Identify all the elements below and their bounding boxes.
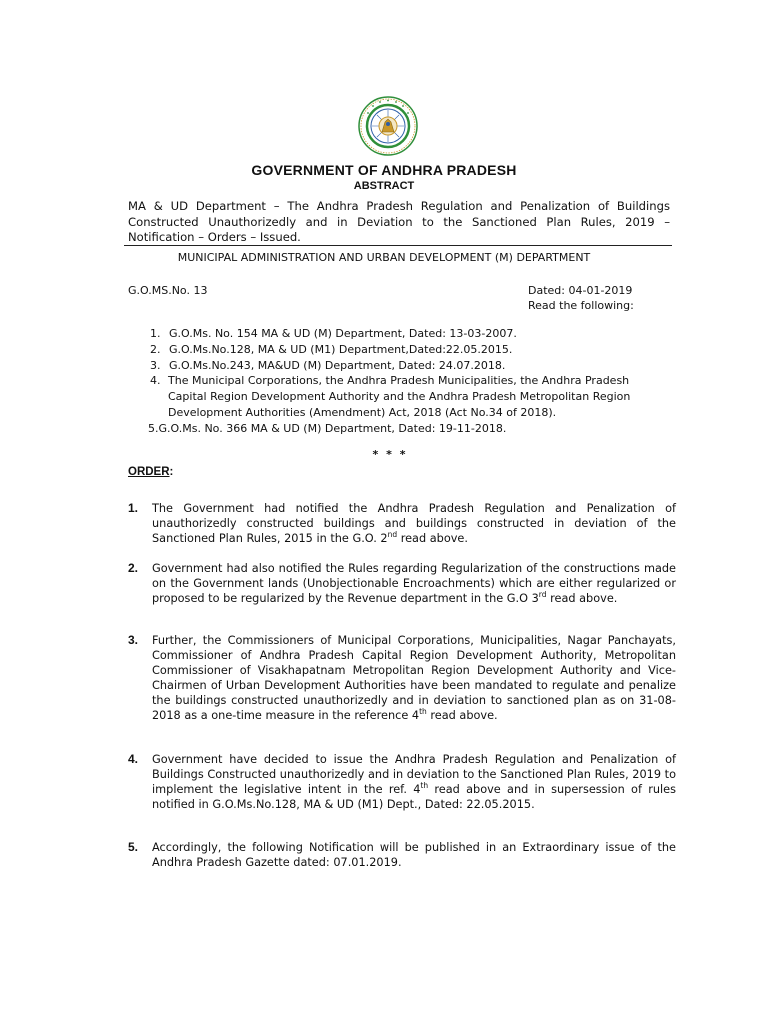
order-heading-label: ORDER — [128, 466, 170, 478]
paragraph-text: The Government had notified the Andhra Pradesh Regulation and Penalization of unauthorizedly constructed buildings and buildings constructed in deviation of the Sanctioned Plan Rules, 2015 in the G.O. 2nd read above. — [152, 502, 676, 546]
reference-text: G.O.Ms.No.128, MA & UD (M1) Department,Dated:22.05.2015. — [169, 342, 513, 356]
reference-text: G.O.Ms. No. 366 MA & UD (M) Department, Dated: 19-11-2018. — [158, 421, 507, 435]
reference-number: 3. — [150, 358, 161, 372]
order-paragraph — [128, 501, 676, 546]
paragraph-text: Accordingly, the following Notification will be published in an Extraordinary issue of the Andhra Pradesh Gazette dated: 07.01.2019. — [152, 841, 676, 870]
order-heading — [128, 466, 173, 478]
reference-text: G.O.Ms.No.243, MA&UD (M) Department, Dated: 24.07.2018. — [169, 358, 506, 372]
reference-item — [150, 326, 670, 342]
reference-list — [150, 326, 670, 437]
paragraph-number: 3. — [128, 633, 139, 647]
paragraph-text: Government had also notified the Rules regarding Regularization of the constructions made on the Government lands (Unobjectionable Encroachments) which are either regularized or proposed to be regularized by the Revenue department in the G.O 3rd read above. — [152, 562, 676, 606]
department-name: MUNICIPAL ADMINISTRATION AND URBAN DEVELOPMENT (M) DEPARTMENT — [177, 251, 591, 264]
reference-number: 1. — [150, 327, 161, 340]
reference-item — [148, 421, 670, 437]
paragraph-text: Government have decided to issue the Andhra Pradesh Regulation and Penalization of Buildings Constructed unauthorizedly and in deviation to the Sanctioned Plan Rules, 2019 to implement the legislative intent in the ref. 4th read above and in supersession of rules notified in G.O.Ms.No.128, MA & UD (M1) Dept., Dated: 22.05.2015. — [152, 753, 676, 812]
paragraph-number: 4. — [128, 752, 139, 766]
paragraph-number: 1. — [128, 501, 139, 515]
go-number: G.O.MS.No. 13 — [128, 284, 208, 297]
separator-stars: * * * — [372, 448, 408, 461]
reference-number: 2. — [150, 342, 161, 356]
paragraph-text: Further, the Commissioners of Municipal Corporations, Municipalities, Nagar Panchayats, Commissioner of Andhra Pradesh Capital Region Development Authority, Metropolitan Commissioner of Visakhapatnam Metropolitan Region Development Authority and Vice-Chairmen of Urban Development Authorities have been mandated to regulate and penalize the buildings constructed unauthorizedly and in deviation to sanctioned plan as on 31-08-2018 as a one-time measure in the reference 4th read above. — [152, 634, 676, 723]
subject-line: MA & UD Department – The Andhra Pradesh Regulation and Penalization of Buildings Constructed Unauthorizedly and in Deviation to the Sanctioned Plan Rules, 2019 – Notification – Orders – Issued. — [128, 199, 670, 244]
divider-line — [124, 245, 672, 246]
reference-text: The Municipal Corporations, the Andhra Pradesh Municipalities, the Andhra Pradesh Capital Region Development Authority and the Andhra Pradesh Metropolitan Region Development Authorities (Amendment) Act, 2018 (Act No.34 of 2018). — [168, 374, 631, 419]
order-paragraph — [128, 633, 676, 724]
andhra-pradesh-emblem-icon — [358, 96, 418, 156]
government-title: GOVERNMENT OF ANDHRA PRADESH — [251, 162, 517, 178]
paragraph-number: 5. — [128, 840, 139, 854]
reference-item — [150, 342, 670, 358]
reference-item — [150, 358, 670, 374]
read-following-label: Read the following: — [528, 299, 634, 312]
order-paragraph — [128, 752, 676, 812]
order-paragraph — [128, 840, 676, 870]
order-date: Dated: 04-01-2019 — [528, 284, 633, 297]
order-paragraph — [128, 561, 676, 606]
order-heading-colon: : — [169, 466, 174, 478]
reference-number: 5. — [148, 421, 159, 435]
abstract-heading: ABSTRACT — [353, 180, 415, 192]
reference-text: G.O.Ms. No. 154 MA & UD (M) Department, Dated: 13-03-2007. — [169, 327, 517, 340]
reference-number: 4. — [150, 374, 161, 388]
paragraph-number: 2. — [128, 561, 139, 575]
reference-item — [150, 373, 670, 420]
